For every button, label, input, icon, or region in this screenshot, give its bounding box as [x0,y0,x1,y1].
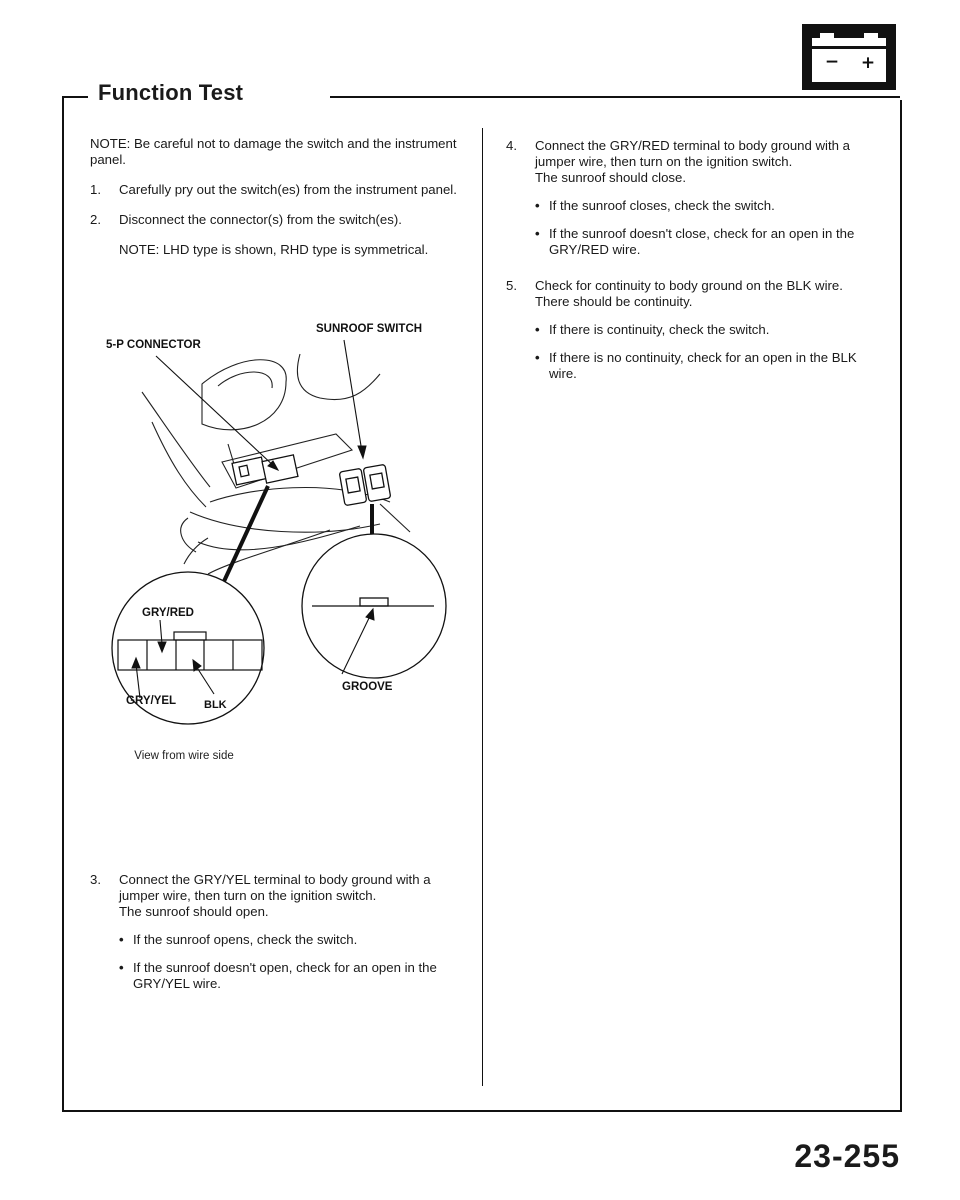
step-text: Check for continuity to body ground on the BLK wire. [535,278,843,293]
right-column [506,138,882,396]
lhd-note: NOTE: LHD type is shown, RHD type is symmetrical. [119,242,429,257]
step-2 [90,212,465,228]
step-text: Disconnect the connector(s) from the switch(es). [119,212,402,227]
column-divider [482,128,483,1086]
label-gry-yel: GRY/YEL [126,695,177,707]
step-text: Connect the GRY/RED terminal to body ground with a jumper wire, then turn on the ignition switch. [535,138,850,169]
step-4 [506,138,882,258]
title-rule [330,96,900,98]
step-text: Carefully pry out the switch(es) from the instrument panel. [119,182,457,197]
label-5p-connector: 5-P CONNECTOR [106,339,201,351]
battery-icon [802,24,896,90]
label-blk: BLK [204,699,227,711]
bullet-item: • If there is no continuity, check for an open in the BLK wire. [535,350,857,381]
caution-note: NOTE: Be careful not to damage the switch and the instrument panel. [90,136,457,167]
step-number: 1. [90,182,101,197]
label-groove: GROOVE [342,681,393,693]
switch-sketch [339,464,391,505]
step-text: Connect the GRY/YEL terminal to body ground with a jumper wire, then turn on the ignition switch. [119,872,431,903]
step-3 [90,872,465,1006]
step-5 [506,278,882,382]
step-result: There should be continuity. [535,294,693,309]
groove-detail [302,534,446,693]
page-number: 23-255 [794,1138,900,1174]
step-1 [90,182,465,198]
left-column [90,136,465,258]
connector-sketch [232,455,298,485]
step-number: 4. [506,138,517,153]
label-gry-red: GRY/RED [142,607,194,619]
step-number: 5. [506,278,517,293]
switch-connector-diagram [90,312,470,752]
step-number: 3. [90,872,101,887]
bullet-item: • If the sunroof doesn't close, check for an open in the GRY/RED wire. [535,226,855,257]
connector-detail [112,572,264,724]
bullet-item: • If the sunroof doesn't open, check for an open in the GRY/YEL wire. [119,960,437,991]
bullet-item: • If the sunroof opens, check the switch. [119,932,358,947]
battery-minus: − [824,52,840,72]
bullet-item: • If there is continuity, check the switch. [535,322,770,337]
step-number: 2. [90,212,101,227]
battery-plus: + [860,53,876,73]
page-title: Function Test [98,80,244,105]
step-result: The sunroof should open. [119,904,269,919]
label-sunroof-switch: SUNROOF SWITCH [316,323,423,335]
step-result: The sunroof should close. [535,170,687,185]
diagram-caption: View from wire side [134,750,234,762]
bullet-item: • If the sunroof closes, check the switch. [535,198,775,213]
